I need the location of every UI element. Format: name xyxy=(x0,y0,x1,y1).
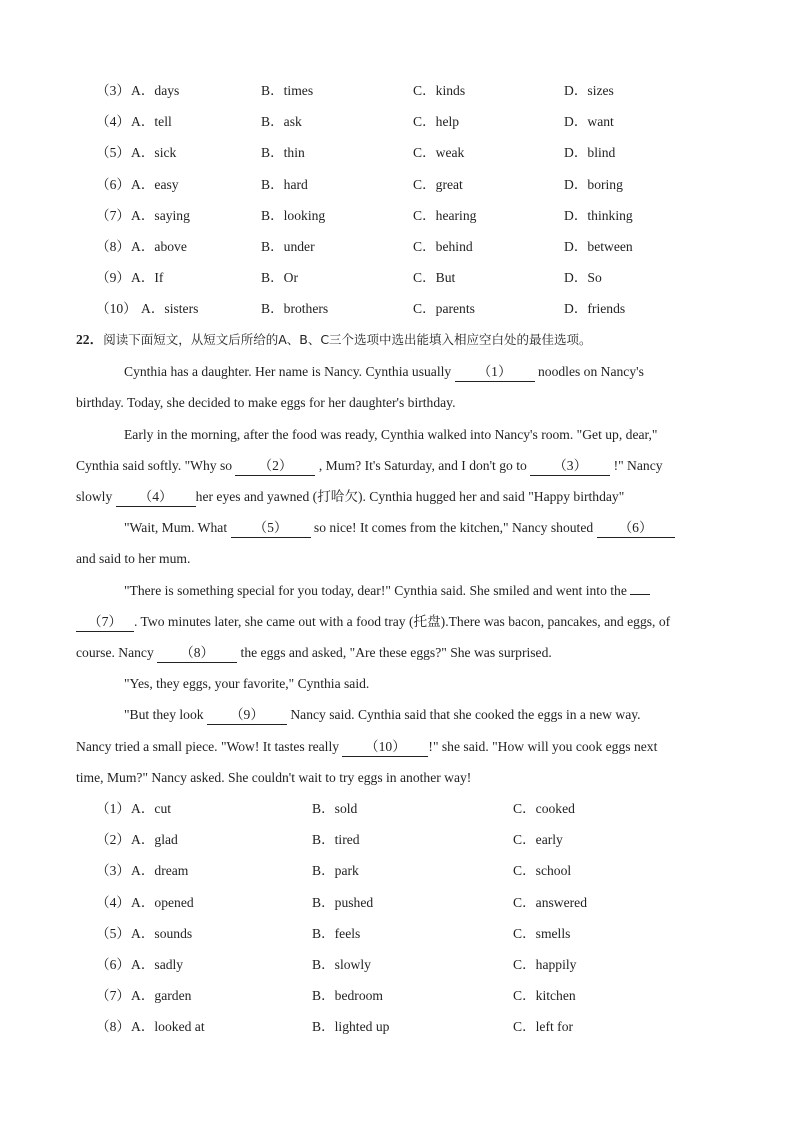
passage-line: "There is something special for you today, dear!" Cynthia said. She smiled and went into the xyxy=(124,580,720,602)
passage-line: "Yes, they eggs, your favorite," Cynthia said. xyxy=(124,676,370,691)
option-c[interactable]: C．great xyxy=(413,176,463,192)
option-a[interactable]: A．opened xyxy=(131,894,194,910)
option-b[interactable]: B．park xyxy=(312,863,359,879)
option-c[interactable]: C．early xyxy=(513,832,563,848)
passage-line: Nancy tried a small piece. "Wow! It tastes really （10） !" she said. "How will you cook eggs next xyxy=(76,736,720,758)
passage-line: Cynthia said softly. "Why so （2） , Mum? It's Saturday, and I don't go to （3） !" Nancy xyxy=(76,455,720,477)
option-b[interactable]: B．under xyxy=(261,239,315,254)
option-number: （7） xyxy=(96,988,130,1004)
option-d[interactable]: D．friends xyxy=(564,301,626,317)
blank-5: （5） xyxy=(231,519,311,538)
option-a[interactable]: A．garden xyxy=(131,988,192,1004)
option-a[interactable]: A．sounds xyxy=(131,925,193,941)
q22-heading xyxy=(76,329,592,351)
blank-1: （1） xyxy=(455,363,535,382)
option-number: （4） xyxy=(96,894,130,910)
option-c[interactable]: C．smells xyxy=(513,925,571,941)
option-a[interactable]: A．sadly xyxy=(131,957,184,972)
option-a[interactable]: A．days xyxy=(131,83,180,98)
option-b[interactable]: B．hard xyxy=(261,176,308,192)
blank-10: （10） xyxy=(342,738,428,757)
option-c[interactable]: C．happily xyxy=(513,957,577,972)
option-d[interactable]: D．want xyxy=(564,114,614,130)
option-b[interactable]: B．brothers xyxy=(261,301,329,317)
option-a[interactable]: A．If xyxy=(131,270,164,286)
option-c[interactable]: C．But xyxy=(413,270,456,286)
option-number: （6） xyxy=(96,957,130,972)
option-b[interactable]: B．thin xyxy=(261,145,305,161)
blank-6: （6） xyxy=(597,519,675,538)
option-a[interactable]: A．glad xyxy=(131,832,178,848)
option-a[interactable]: A．dream xyxy=(131,863,189,879)
passage-line: （7） . Two minutes later, she came out with a food tray (托盘).There was bacon, pancakes, and eggs, of xyxy=(76,611,720,633)
option-c[interactable]: C．help xyxy=(413,114,460,130)
blank-7: （7） xyxy=(76,613,134,632)
blank-9: （9） xyxy=(207,706,287,725)
option-a[interactable]: A．cut xyxy=(131,801,172,816)
option-a[interactable]: A．easy xyxy=(131,176,179,192)
option-b[interactable]: B．slowly xyxy=(312,957,371,972)
option-a[interactable]: A．tell xyxy=(131,114,172,130)
option-number: （8） xyxy=(96,1019,130,1035)
q22-number: 22． xyxy=(76,332,104,347)
option-c[interactable]: C．cooked xyxy=(513,801,575,816)
option-number: （3） xyxy=(96,863,130,879)
option-number: （7） xyxy=(96,207,130,223)
blank-8: （8） xyxy=(157,644,237,663)
option-c[interactable]: C．left for xyxy=(513,1019,574,1035)
option-c[interactable]: C．school xyxy=(513,863,572,879)
option-number: （10） xyxy=(96,301,137,317)
passage-line: and said to her mum. xyxy=(76,551,191,566)
option-a[interactable]: A．looked at xyxy=(131,1019,205,1035)
option-b[interactable]: B．feels xyxy=(312,925,361,941)
option-number: （5） xyxy=(96,145,130,161)
option-number: （1） xyxy=(96,801,130,816)
option-number: （4） xyxy=(96,114,130,130)
option-c[interactable]: C．kinds xyxy=(413,83,466,98)
option-d[interactable]: D．blind xyxy=(564,145,616,161)
option-number: （2） xyxy=(96,832,130,848)
passage-line: "Wait, Mum. What （5） so nice! It comes from the kitchen," Nancy shouted （6） xyxy=(124,517,720,539)
option-b[interactable]: B．tired xyxy=(312,832,360,848)
blank-3: （3） xyxy=(530,457,610,476)
option-b[interactable]: B．Or xyxy=(261,270,299,286)
option-d[interactable]: D．So xyxy=(564,270,602,286)
option-b[interactable]: B．looking xyxy=(261,207,326,223)
option-a[interactable]: A．sisters xyxy=(141,301,199,317)
option-c[interactable]: C．parents xyxy=(413,301,475,317)
option-a[interactable]: A．saying xyxy=(131,207,190,223)
option-number: （9） xyxy=(96,270,130,286)
blank-4: （4） xyxy=(116,488,196,507)
passage-line: Early in the morning, after the food was ready, Cynthia walked into Nancy's room. "Get up, dear," xyxy=(124,427,658,442)
option-c[interactable]: C．behind xyxy=(413,239,473,254)
option-d[interactable]: D．between xyxy=(564,239,633,254)
option-b[interactable]: B．times xyxy=(261,83,314,98)
passage-line: time, Mum?" Nancy asked. She couldn't wait to try eggs in another way! xyxy=(76,770,472,785)
blank-2: （2） xyxy=(235,457,315,476)
option-number: （3） xyxy=(96,83,130,98)
option-b[interactable]: B．sold xyxy=(312,801,358,816)
option-c[interactable]: C．answered xyxy=(513,894,587,910)
option-d[interactable]: D．sizes xyxy=(564,83,614,98)
option-b[interactable]: B．lighted up xyxy=(312,1019,390,1035)
option-a[interactable]: A．sick xyxy=(131,145,177,161)
passage-line: slowly （4） her eyes and yawned (打哈欠). Cynthia hugged her and said "Happy birthday" xyxy=(76,486,720,508)
option-number: （5） xyxy=(96,925,130,941)
option-c[interactable]: C．kitchen xyxy=(513,988,576,1004)
option-number: （8） xyxy=(96,239,130,254)
option-b[interactable]: B．pushed xyxy=(312,894,374,910)
option-d[interactable]: D．boring xyxy=(564,176,623,192)
passage-line: birthday. Today, she decided to make eggs for her daughter's birthday. xyxy=(76,395,456,410)
option-b[interactable]: B．bedroom xyxy=(312,988,383,1004)
option-a[interactable]: A．above xyxy=(131,239,187,254)
q22-instruction: 阅读下面短文，从短文后所给的A、B、C三个选项中选出能填入相应空白处的最佳选项。 xyxy=(103,332,592,347)
passage-line: "But they look （9） Nancy said. Cynthia said that she cooked the eggs in a new way. xyxy=(124,704,720,726)
option-b[interactable]: B．ask xyxy=(261,114,302,130)
option-c[interactable]: C．weak xyxy=(413,145,465,161)
option-d[interactable]: D．thinking xyxy=(564,207,633,223)
option-c[interactable]: C．hearing xyxy=(413,207,477,223)
passage-line: course. Nancy （8） the eggs and asked, "Are these eggs?" She was surprised. xyxy=(76,642,720,664)
option-number: （6） xyxy=(96,176,130,192)
passage-line: Cynthia has a daughter. Her name is Nancy. Cynthia usually （1） noodles on Nancy's xyxy=(124,361,720,383)
